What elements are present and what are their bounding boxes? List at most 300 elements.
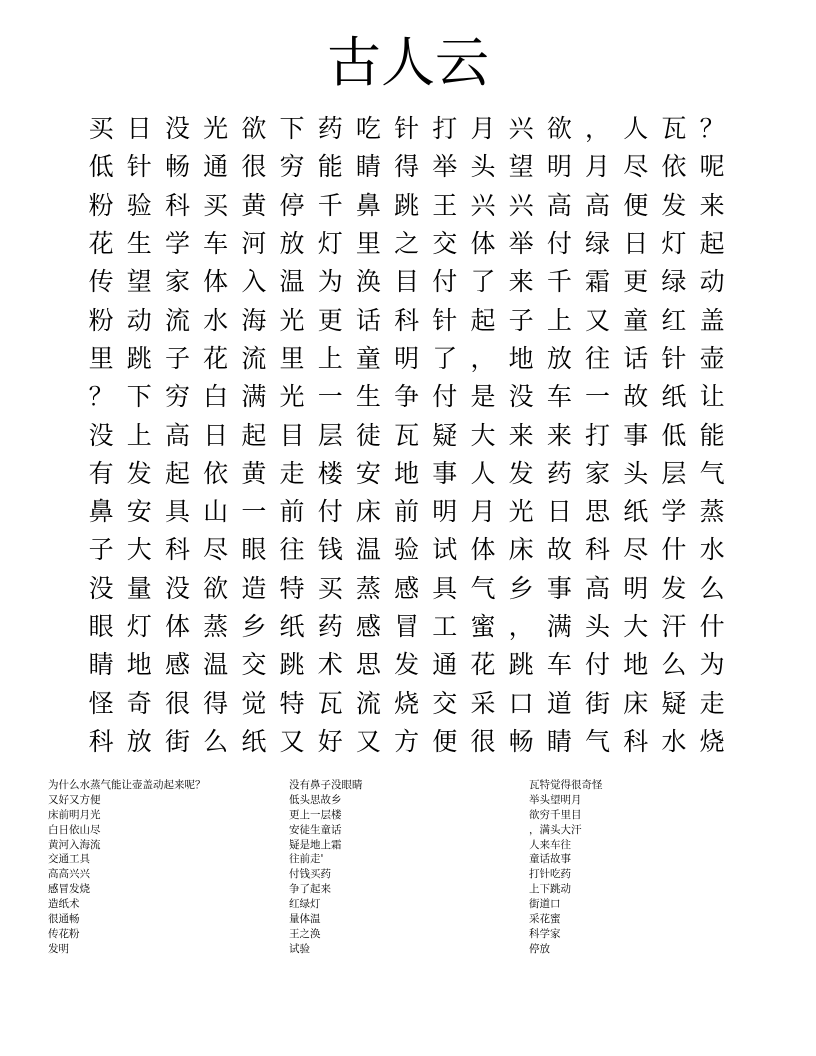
grid-cell: 让 <box>699 382 725 412</box>
grid-cell: 子 <box>508 305 534 335</box>
grid-cell: 低 <box>661 420 687 450</box>
grid-cell: ， <box>508 612 534 641</box>
grid-cell: 烧 <box>699 726 725 756</box>
word-list-item: 高高兴兴 <box>48 868 90 881</box>
grid-cell: 绿 <box>661 267 687 297</box>
grid-cell: 思 <box>585 497 611 527</box>
grid-row <box>82 723 732 761</box>
grid-cell: 体 <box>470 535 496 565</box>
grid-cell: 人 <box>470 458 496 488</box>
grid-row <box>82 455 732 493</box>
word-list-item: 科学家 <box>529 927 561 940</box>
grid-cell: 床 <box>623 688 649 718</box>
grid-cell: 没 <box>508 382 534 412</box>
word-list-item: 交通工具 <box>48 853 90 866</box>
grid-cell: 童 <box>623 305 649 335</box>
word-list-item: 停放 <box>529 942 550 955</box>
grid-cell: 口 <box>508 688 534 718</box>
grid-row <box>82 301 732 339</box>
grid-cell: 畅 <box>164 152 190 182</box>
word-list-item: 白日依山尽 <box>48 823 101 836</box>
grid-cell: 一 <box>241 497 267 527</box>
grid-row <box>82 608 732 646</box>
grid-cell: 壶 <box>699 343 725 373</box>
grid-cell: 尽 <box>623 152 649 182</box>
grid-cell: 疑 <box>432 420 458 450</box>
grid-cell: 没 <box>164 573 190 603</box>
grid-cell: 大 <box>470 420 496 450</box>
grid-cell: 了 <box>432 343 458 373</box>
grid-cell: 交 <box>432 229 458 259</box>
grid-cell: 床 <box>355 497 381 527</box>
word-list-item: 红绿灯 <box>289 898 321 911</box>
grid-cell: 明 <box>623 573 649 603</box>
grid-cell: 温 <box>203 650 229 680</box>
grid-cell: 之 <box>394 229 420 259</box>
grid-cell: 黄 <box>241 458 267 488</box>
grid-cell: 流 <box>164 305 190 335</box>
grid-cell: 觉 <box>241 688 267 718</box>
grid-cell: 药 <box>317 114 343 144</box>
grid-row <box>82 684 732 722</box>
grid-cell: 花 <box>88 229 114 259</box>
grid-cell: 童 <box>355 343 381 373</box>
grid-cell: 打 <box>432 114 458 144</box>
grid-cell: 更 <box>623 267 649 297</box>
grid-cell: 有 <box>88 458 114 488</box>
grid-cell: 又 <box>585 305 611 335</box>
grid-cell: 冒 <box>394 612 420 641</box>
grid-cell: 起 <box>699 229 725 259</box>
grid-cell: 为 <box>699 650 725 680</box>
grid-cell: 走 <box>699 688 725 718</box>
grid-cell: 跳 <box>508 650 534 680</box>
grid-cell: 乡 <box>241 612 267 641</box>
grid-cell: 汗 <box>661 612 687 641</box>
grid-cell: 气 <box>470 573 496 603</box>
grid-cell: 能 <box>317 152 343 182</box>
grid-cell: 付 <box>317 497 343 527</box>
grid-cell: 海 <box>241 305 267 335</box>
grid-cell: 尽 <box>623 535 649 565</box>
grid-cell: 瓦 <box>317 688 343 718</box>
grid-cell: 通 <box>432 650 458 680</box>
grid-cell: 山 <box>203 497 229 527</box>
grid-cell: 灯 <box>126 612 152 641</box>
grid-cell: 针 <box>432 305 458 335</box>
grid-cell: 温 <box>279 267 305 297</box>
grid-cell: 花 <box>470 650 496 680</box>
word-list-item: ，满头大汗 <box>529 823 582 836</box>
grid-cell: 走 <box>279 458 305 488</box>
grid-cell: 钱 <box>317 535 343 565</box>
grid-cell: 依 <box>203 458 229 488</box>
grid-cell: 粉 <box>88 190 114 220</box>
grid-cell: 什 <box>699 612 725 641</box>
grid-cell: 发 <box>126 458 152 488</box>
grid-cell: 科 <box>585 535 611 565</box>
grid-cell: 河 <box>241 229 267 259</box>
grid-cell: 交 <box>241 650 267 680</box>
word-list-item: 造纸术 <box>48 898 80 911</box>
grid-cell: 子 <box>88 535 114 565</box>
grid-row <box>82 378 732 416</box>
grid-cell: 付 <box>432 267 458 297</box>
grid-cell: 针 <box>126 152 152 182</box>
grid-cell: 科 <box>88 726 114 756</box>
grid-cell: 来 <box>699 190 725 220</box>
grid-cell: 付 <box>432 382 458 412</box>
grid-cell: 纸 <box>241 726 267 756</box>
grid-cell: 针 <box>661 343 687 373</box>
grid-cell: 上 <box>317 343 343 373</box>
grid-cell: 起 <box>241 420 267 450</box>
grid-cell: 交 <box>432 688 458 718</box>
grid-cell: 事 <box>432 458 458 488</box>
grid-cell: 温 <box>355 535 381 565</box>
grid-cell: 采 <box>470 688 496 718</box>
grid-cell: 很 <box>241 152 267 182</box>
grid-cell: 穷 <box>279 152 305 182</box>
grid-cell: 家 <box>585 458 611 488</box>
grid-cell: 好 <box>317 726 343 756</box>
grid-cell: 白 <box>203 382 229 412</box>
grid-cell: 眼 <box>241 535 267 565</box>
grid-cell: 满 <box>241 382 267 412</box>
grid-cell: 望 <box>126 267 152 297</box>
grid-cell: 睛 <box>355 152 381 182</box>
word-list-item: 感冒发烧 <box>48 883 90 896</box>
grid-cell: 纸 <box>279 612 305 641</box>
grid-cell: 量 <box>126 573 152 603</box>
grid-cell: 付 <box>585 650 611 680</box>
grid-cell: 前 <box>279 497 305 527</box>
grid-cell: 起 <box>470 305 496 335</box>
grid-row <box>82 340 732 378</box>
grid-cell: 来 <box>508 420 534 450</box>
grid-cell: 怪 <box>88 688 114 718</box>
grid-cell: 月 <box>470 114 496 144</box>
word-list-item: 试验 <box>289 942 310 955</box>
grid-cell: 大 <box>623 612 649 641</box>
grid-cell: 高 <box>585 190 611 220</box>
grid-cell: 高 <box>585 573 611 603</box>
grid-cell: 安 <box>126 497 152 527</box>
grid-cell: 头 <box>585 612 611 641</box>
grid-cell: 造 <box>241 573 267 603</box>
grid-cell: 放 <box>546 343 572 373</box>
grid-cell: 目 <box>394 267 420 297</box>
grid-row <box>82 263 732 301</box>
grid-cell: 方 <box>394 726 420 756</box>
word-list-item: 付钱买药 <box>289 868 331 881</box>
grid-row <box>82 570 732 608</box>
grid-cell: 跳 <box>279 650 305 680</box>
grid-row <box>82 493 732 531</box>
word-list-item: 为什么水蒸气能让壶盖动起来呢？ <box>48 779 206 791</box>
grid-cell: 发 <box>508 458 534 488</box>
grid-cell: 地 <box>508 343 534 373</box>
grid-cell: 付 <box>546 229 572 259</box>
grid-cell: 很 <box>164 688 190 718</box>
grid-cell: 日 <box>203 420 229 450</box>
grid-cell: 流 <box>355 688 381 718</box>
word-list-item: 黄河入海流 <box>48 838 101 851</box>
grid-cell: 学 <box>164 229 190 259</box>
grid-cell: 停 <box>279 190 305 220</box>
grid-cell: 地 <box>394 458 420 488</box>
grid-cell: 蜜 <box>470 612 496 641</box>
grid-cell: 鼻 <box>355 190 381 220</box>
word-list-item: 采花蜜 <box>529 913 561 926</box>
grid-cell: 蒸 <box>203 612 229 641</box>
grid-cell: 故 <box>623 382 649 412</box>
grid-cell: 前 <box>394 497 420 527</box>
grid-cell: 发 <box>661 190 687 220</box>
grid-cell: 么 <box>699 573 725 603</box>
grid-cell: 高 <box>546 190 572 220</box>
grid-cell: 明 <box>394 343 420 373</box>
grid-row <box>82 531 732 569</box>
grid-cell: ？ <box>699 114 725 144</box>
grid-cell: 王 <box>432 190 458 220</box>
word-list-item: 很通畅 <box>48 913 80 926</box>
grid-cell: 疑 <box>661 688 687 718</box>
grid-cell: 盖 <box>699 305 725 335</box>
grid-cell: 科 <box>164 190 190 220</box>
grid-cell: 依 <box>661 152 687 182</box>
grid-cell: 便 <box>623 190 649 220</box>
grid-cell: ， <box>470 343 496 373</box>
grid-cell: 水 <box>203 305 229 335</box>
grid-cell: 地 <box>623 650 649 680</box>
grid-cell: 具 <box>164 497 190 527</box>
grid-cell: 没 <box>164 114 190 144</box>
grid-cell: 日 <box>126 114 152 144</box>
grid-cell: 得 <box>394 152 420 182</box>
grid-cell: 车 <box>203 229 229 259</box>
word-list-item: 又好又方便 <box>48 793 101 806</box>
grid-cell: 尽 <box>203 535 229 565</box>
grid-cell: 术 <box>317 650 343 680</box>
grid-cell: 发 <box>394 650 420 680</box>
grid-cell: 下 <box>279 114 305 144</box>
grid-cell: 满 <box>546 612 572 641</box>
grid-cell: 层 <box>661 458 687 488</box>
grid-row <box>82 187 732 225</box>
grid-cell: 气 <box>585 726 611 756</box>
grid-cell: 涣 <box>355 267 381 297</box>
grid-cell: 更 <box>317 305 343 335</box>
word-list-item: 举头望明月 <box>529 793 582 806</box>
word-list-item: 安徒生童话 <box>289 823 342 836</box>
word-list-item: 发明 <box>48 942 69 955</box>
grid-cell: 水 <box>661 726 687 756</box>
grid-cell: 特 <box>279 573 305 603</box>
grid-cell: 为 <box>317 267 343 297</box>
grid-cell: 花 <box>203 343 229 373</box>
word-list-column-3 <box>529 778 603 957</box>
word-list-item: 没有鼻子没眼睛 <box>289 779 363 791</box>
grid-cell: 低 <box>88 152 114 182</box>
grid-cell: 里 <box>279 343 305 373</box>
word-list-item: 争了起来 <box>289 883 331 896</box>
word-list-column-1 <box>48 778 206 957</box>
grid-cell: 睛 <box>88 650 114 680</box>
grid-cell: 望 <box>508 152 534 182</box>
grid-cell: 光 <box>203 114 229 144</box>
grid-cell: 往 <box>279 535 305 565</box>
grid-cell: 日 <box>546 497 572 527</box>
grid-cell: 明 <box>432 497 458 527</box>
character-grid <box>82 110 732 761</box>
grid-cell: 上 <box>126 420 152 450</box>
grid-cell: 乡 <box>508 573 534 603</box>
grid-cell: 故 <box>546 535 572 565</box>
grid-cell: 药 <box>546 458 572 488</box>
grid-cell: 里 <box>88 343 114 373</box>
grid-cell: 水 <box>699 535 725 565</box>
word-list-item: 王之涣 <box>289 927 321 940</box>
grid-cell: 头 <box>623 458 649 488</box>
grid-cell: 体 <box>164 612 190 641</box>
grid-cell: 瓦 <box>394 420 420 450</box>
grid-cell: 瓦 <box>661 114 687 144</box>
grid-cell: 人 <box>623 114 649 144</box>
grid-cell: 买 <box>203 190 229 220</box>
grid-cell: 绿 <box>585 229 611 259</box>
grid-cell: 事 <box>623 420 649 450</box>
grid-cell: 买 <box>88 114 114 144</box>
grid-cell: 工 <box>432 612 458 641</box>
grid-cell: 街 <box>164 726 190 756</box>
grid-cell: 放 <box>279 229 305 259</box>
grid-cell: 兴 <box>470 190 496 220</box>
grid-cell: 兴 <box>508 190 534 220</box>
grid-cell: 明 <box>546 152 572 182</box>
word-list-item: 上下跳动 <box>529 883 571 896</box>
word-list-item: 欲穷千里目 <box>529 808 582 821</box>
grid-cell: 体 <box>203 267 229 297</box>
grid-cell: 感 <box>355 612 381 641</box>
grid-cell: 特 <box>279 688 305 718</box>
word-list-item: 床前明月光 <box>48 808 101 821</box>
grid-cell: 发 <box>661 573 687 603</box>
word-list-item: 量体温 <box>289 913 321 926</box>
grid-cell: 安 <box>355 458 381 488</box>
grid-cell: 目 <box>279 420 305 450</box>
word-list-item: 街道口 <box>529 898 561 911</box>
grid-cell: 层 <box>317 420 343 450</box>
grid-cell: 光 <box>508 497 534 527</box>
grid-cell: 没 <box>88 420 114 450</box>
grid-row <box>82 148 732 186</box>
grid-cell: 一 <box>317 382 343 412</box>
word-list-item: 往前走' <box>289 853 324 866</box>
grid-cell: 试 <box>432 535 458 565</box>
grid-cell: 千 <box>317 190 343 220</box>
grid-cell: 话 <box>355 305 381 335</box>
grid-cell: 跳 <box>394 190 420 220</box>
grid-cell: 睛 <box>546 726 572 756</box>
grid-cell: 奇 <box>126 688 152 718</box>
grid-cell: 头 <box>470 152 496 182</box>
grid-cell: 事 <box>546 573 572 603</box>
grid-cell: 生 <box>126 229 152 259</box>
grid-cell: 灯 <box>317 229 343 259</box>
grid-cell: 高 <box>164 420 190 450</box>
grid-cell: 家 <box>164 267 190 297</box>
grid-cell: 感 <box>164 650 190 680</box>
word-list-item: 人来车往 <box>529 838 571 851</box>
grid-cell: 动 <box>699 267 725 297</box>
grid-cell: 传 <box>88 267 114 297</box>
grid-cell: 感 <box>394 573 420 603</box>
grid-cell: 具 <box>432 573 458 603</box>
grid-cell: 往 <box>585 343 611 373</box>
grid-cell: 科 <box>394 305 420 335</box>
grid-cell: 又 <box>355 726 381 756</box>
grid-cell: 买 <box>317 573 343 603</box>
grid-cell: 床 <box>508 535 534 565</box>
grid-cell: 么 <box>203 726 229 756</box>
grid-cell: 黄 <box>241 190 267 220</box>
grid-cell: 烧 <box>394 688 420 718</box>
grid-cell: 吃 <box>355 114 381 144</box>
grid-cell: 穷 <box>164 382 190 412</box>
grid-cell: 大 <box>126 535 152 565</box>
grid-cell: 打 <box>585 420 611 450</box>
grid-cell: 流 <box>241 343 267 373</box>
word-list-column-2 <box>289 778 363 957</box>
grid-cell: 车 <box>546 650 572 680</box>
grid-cell: 便 <box>432 726 458 756</box>
word-list-item: 童话故事 <box>529 853 571 866</box>
grid-cell: 验 <box>394 535 420 565</box>
grid-cell: 楼 <box>317 458 343 488</box>
grid-cell: 争 <box>394 382 420 412</box>
grid-cell: 起 <box>164 458 190 488</box>
grid-cell: 地 <box>126 650 152 680</box>
grid-cell: 车 <box>546 382 572 412</box>
grid-cell: 得 <box>203 688 229 718</box>
grid-cell: 欲 <box>546 114 572 144</box>
grid-cell: 么 <box>661 650 687 680</box>
grid-cell: 气 <box>699 458 725 488</box>
grid-cell: 眼 <box>88 612 114 641</box>
grid-cell: 呢 <box>699 152 725 182</box>
grid-cell: 跳 <box>126 343 152 373</box>
grid-cell: 了 <box>470 267 496 297</box>
grid-cell: 科 <box>164 535 190 565</box>
grid-cell: 欲 <box>203 573 229 603</box>
page-title: 古人云 <box>327 31 489 94</box>
grid-cell: 兴 <box>508 114 534 144</box>
grid-cell: 来 <box>508 267 534 297</box>
grid-cell: 思 <box>355 650 381 680</box>
grid-row <box>82 110 732 148</box>
grid-cell: 很 <box>470 726 496 756</box>
grid-cell: 体 <box>470 229 496 259</box>
word-list-item: 瓦特觉得很奇怪 <box>529 779 603 791</box>
grid-cell: 红 <box>661 305 687 335</box>
grid-cell: 放 <box>126 726 152 756</box>
grid-cell: 举 <box>432 152 458 182</box>
grid-cell: 通 <box>203 152 229 182</box>
grid-cell: 徒 <box>355 420 381 450</box>
grid-cell: 动 <box>126 305 152 335</box>
grid-cell: 话 <box>623 343 649 373</box>
